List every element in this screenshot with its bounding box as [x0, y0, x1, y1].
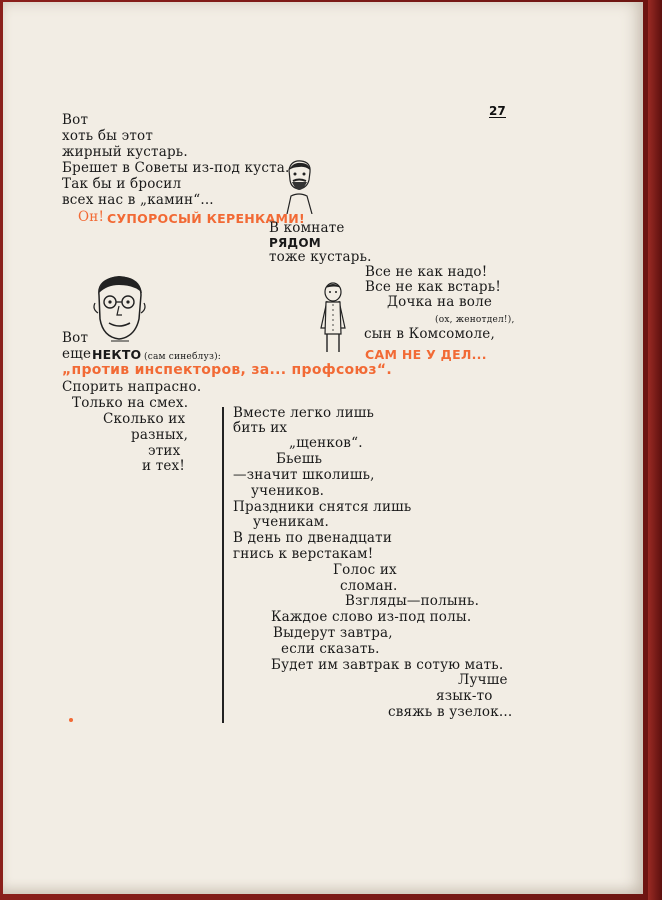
poem-line: Дочка на воле [387, 294, 493, 310]
poem-line: свяжь в узелок... [388, 704, 513, 720]
poem-line: всех нас в „камин“... [62, 192, 214, 208]
exclaim-orange: СУПОРОСЫЙ КЕРЕНКАМИ! [107, 211, 306, 226]
poem-line: сын в Комсомоле, [364, 326, 495, 342]
poem-line: если сказать. [281, 641, 380, 657]
poem-line: Вот [62, 330, 89, 346]
poem-note: (ох, женотдел!), [435, 315, 515, 325]
poem-line: учеников. [251, 483, 325, 499]
poem-line: язык-то [436, 688, 493, 704]
poem-line: Бьешь [276, 451, 323, 467]
poem-line: В день по двенадцати [233, 530, 393, 546]
poem-line: Все не как встарь! [365, 279, 501, 295]
poem-line: бить их [233, 420, 288, 436]
book-page [3, 2, 643, 894]
poem-line: Спорить напрасно. [62, 379, 202, 395]
poem-line: разных, [131, 427, 189, 443]
room-bold: РЯДОМ [269, 236, 321, 250]
poem-line: Лучше [458, 672, 508, 688]
nekto-quote: „против инспекторов, за... профсоюз“. [62, 362, 392, 378]
poem-line: Голос их [333, 562, 397, 578]
poem-line: жирный кустарь. [62, 144, 188, 160]
face-portrait-illustration [89, 273, 151, 345]
poem-line: Будет им завтрак в сотую мать. [271, 657, 504, 673]
exclaim-prefix: Он! [78, 209, 105, 225]
poem-line: Вот [62, 112, 89, 128]
poem-line: Сколько их [103, 411, 186, 427]
poem-line: Все не как надо! [365, 264, 488, 280]
room-line-3: тоже кустарь. [269, 249, 372, 265]
orange-exclaim: САМ НЕ У ДЕЛ... [365, 347, 487, 362]
poem-line: гнись к верстакам! [233, 546, 374, 562]
poem-line: сломан. [340, 578, 398, 594]
poem-line: Вместе легко лишь [233, 405, 375, 421]
poem-line: Так бы и бросил [62, 176, 182, 192]
nekto-bold: НЕКТО [92, 347, 142, 362]
poem-line: Праздники снятся лишь [233, 499, 412, 515]
poem-line: Каждое слово из-под полы. [271, 609, 472, 625]
poem-line: „щенков“. [289, 435, 363, 451]
nekto-note: (сам синеблуз): [144, 352, 222, 362]
page-number: 27 [489, 104, 506, 118]
orange-dot [69, 718, 73, 722]
poem-line: этих [148, 443, 181, 459]
poem-line: хоть бы этот [62, 128, 154, 144]
poem-line: Брешет в Советы из-под куста. [62, 160, 290, 176]
poem-line: Выдерут завтра, [273, 625, 393, 641]
poem-line: Взгляды—полынь. [345, 593, 480, 609]
poem-line: Только на смех. [72, 395, 189, 411]
standing-man-illustration [315, 282, 351, 354]
poem-line: —значит школишь, [233, 467, 375, 483]
poem-line: еще [62, 346, 92, 362]
book-spine [648, 0, 662, 900]
room-line-1: В комнате [269, 220, 345, 236]
kustar-portrait-illustration [283, 158, 315, 214]
poem-line: и тех! [142, 458, 185, 474]
poem-line: ученикам. [253, 514, 329, 530]
vertical-rule [222, 407, 224, 723]
